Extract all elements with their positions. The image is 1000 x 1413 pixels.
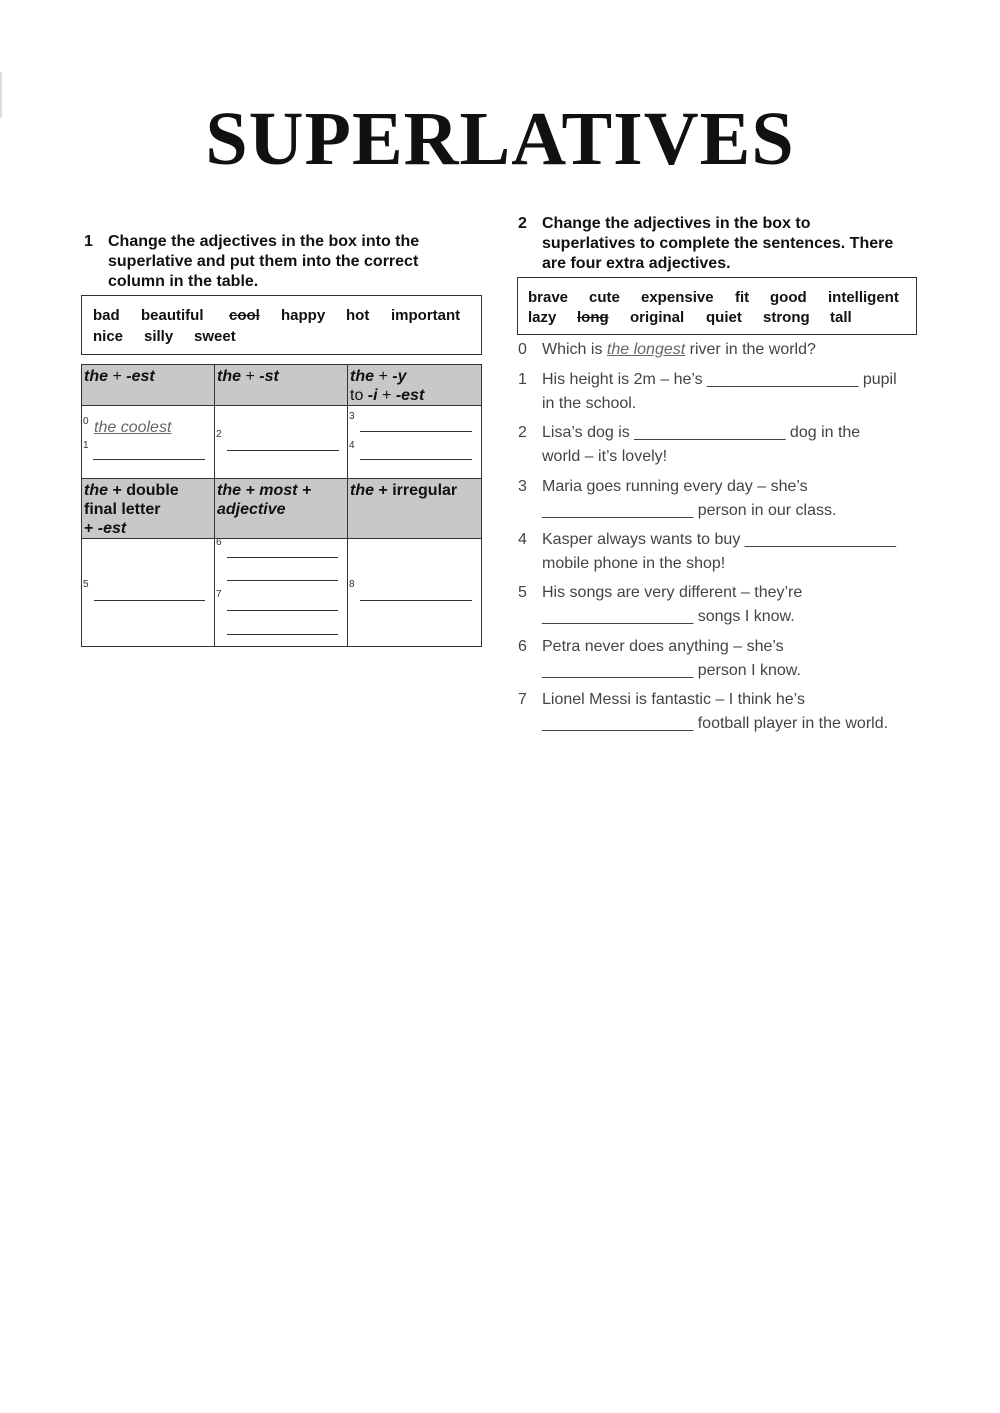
word-strong: strong xyxy=(763,309,810,326)
sentence-line: Lisa’s dog is _________________ dog in the xyxy=(542,424,861,441)
slot-number: 4 xyxy=(349,440,355,451)
header-the-double-final-letter-est: the + double final letter + -est xyxy=(82,479,215,539)
exercise1-number: 1 xyxy=(84,233,93,250)
header-the-most-adjective: the + most + adjective xyxy=(215,479,348,539)
slot-number: 6 xyxy=(216,537,222,548)
sentence-number: 6 xyxy=(518,638,527,655)
exercise1-word-box xyxy=(81,295,482,355)
sentence-line: mobile phone in the shop! xyxy=(542,555,726,572)
word-intelligent: intelligent xyxy=(828,289,899,306)
word-important: important xyxy=(391,307,461,324)
exercise1-instruction-line: column in the table. xyxy=(108,273,259,290)
sentence-line: Kasper always wants to buy _________________ xyxy=(542,531,897,548)
word-good: good xyxy=(770,289,807,306)
sentence-number: 0 xyxy=(518,341,527,358)
answer-blank-7b[interactable] xyxy=(227,633,338,635)
sentence-number: 5 xyxy=(518,584,527,601)
slot-number: 8 xyxy=(349,579,355,590)
answer-blank-6a[interactable] xyxy=(227,556,338,558)
sentence-line: _________________ person I know. xyxy=(542,662,801,679)
header-the-irregular: the + irregular xyxy=(348,479,482,539)
answer-blank-6b[interactable] xyxy=(227,579,338,581)
slot-number: 2 xyxy=(216,429,222,440)
slot-number: 0 xyxy=(83,416,89,427)
exercise1-instruction-line: superlative and put them into the correct xyxy=(108,253,419,270)
sentence-number: 2 xyxy=(518,424,527,441)
superlative-table xyxy=(81,364,482,647)
word-fit: fit xyxy=(735,289,750,306)
word-brave: brave xyxy=(528,289,569,306)
cell-double-letter-answers xyxy=(82,539,215,647)
example-answer: the coolest xyxy=(94,419,172,436)
exercise2-instruction-line: Change the adjectives in the box to xyxy=(542,215,811,232)
example-answer: the longest xyxy=(606,341,686,358)
slot-number: 5 xyxy=(83,579,89,590)
sentence-line: _________________ songs I know. xyxy=(542,608,795,625)
word-long-crossed-out: long xyxy=(577,309,609,326)
word-bad: bad xyxy=(93,307,120,324)
sentence-line: Lionel Messi is fantastic – I think he’s xyxy=(542,691,805,708)
cell-the-est-answers xyxy=(82,406,215,479)
exercise2-instruction-line: superlatives to complete the sentences. There xyxy=(542,235,894,252)
sentence-text: Which is the longest river in the world? xyxy=(542,341,816,358)
sentence-line: _________________ football player in the world. xyxy=(542,715,889,732)
slot-number: 1 xyxy=(83,440,89,451)
sentence-line: in the school. xyxy=(542,395,637,412)
word-nice: nice xyxy=(93,328,124,345)
exercise2-heading xyxy=(518,214,938,274)
cell-the-st-answers xyxy=(215,406,348,479)
sentence-number: 7 xyxy=(518,691,527,708)
word-beautiful: beautiful xyxy=(141,307,204,324)
slot-number: 3 xyxy=(349,411,355,422)
slot-number: 7 xyxy=(216,589,222,600)
header-the-est: the + -est xyxy=(82,365,215,406)
cell-irregular-answers xyxy=(348,539,482,647)
sentence-line: Petra never does anything – she’s xyxy=(542,638,784,655)
sentence-number: 4 xyxy=(518,531,527,548)
sentence-line: His songs are very different – they’re xyxy=(542,584,803,601)
answer-blank-2[interactable] xyxy=(227,449,339,451)
sentence-line: Maria goes running every day – she’s xyxy=(542,478,808,495)
word-happy: happy xyxy=(281,307,326,324)
word-quiet: quiet xyxy=(706,309,742,326)
exercise2-number: 2 xyxy=(518,215,527,232)
word-silly: silly xyxy=(144,328,174,345)
exercise1-instruction-line: Change the adjectives in the box into the xyxy=(108,233,420,250)
word-original: original xyxy=(630,309,685,326)
exercise1-heading xyxy=(84,232,484,292)
page-title: SUPERLATIVES xyxy=(205,97,795,181)
word-lazy: lazy xyxy=(528,309,557,326)
word-hot: hot xyxy=(346,307,370,324)
answer-blank-5[interactable] xyxy=(94,599,205,601)
answer-blank-4[interactable] xyxy=(360,458,472,460)
exercise2-instruction-line: are four extra adjectives. xyxy=(542,255,731,272)
cell-most-answers xyxy=(215,539,348,647)
cell-the-y-answers xyxy=(348,406,482,479)
sentence-number: 3 xyxy=(518,478,527,495)
word-cool-crossed-out: cool xyxy=(229,307,260,324)
word-tall: tall xyxy=(830,309,852,326)
exercise2-word-box xyxy=(517,277,917,335)
answer-blank-3[interactable] xyxy=(360,430,472,432)
word-expensive: expensive xyxy=(641,289,714,306)
sentence-line: world – it’s lovely! xyxy=(542,448,668,465)
sentence-number: 1 xyxy=(518,371,527,388)
answer-blank-1[interactable] xyxy=(93,458,205,460)
sentence-line: His height is 2m – he’s _________________ pupil xyxy=(542,371,897,388)
word-sweet: sweet xyxy=(194,328,236,345)
answer-blank-7a[interactable] xyxy=(227,609,338,611)
word-cute: cute xyxy=(589,289,620,306)
answer-blank-8[interactable] xyxy=(360,599,472,601)
header-the-st: the + -st xyxy=(215,365,348,406)
header-the-y-to-i-est: the + -y to -i + -est xyxy=(348,365,482,406)
sentence-line: _________________ person in our class. xyxy=(542,502,837,519)
